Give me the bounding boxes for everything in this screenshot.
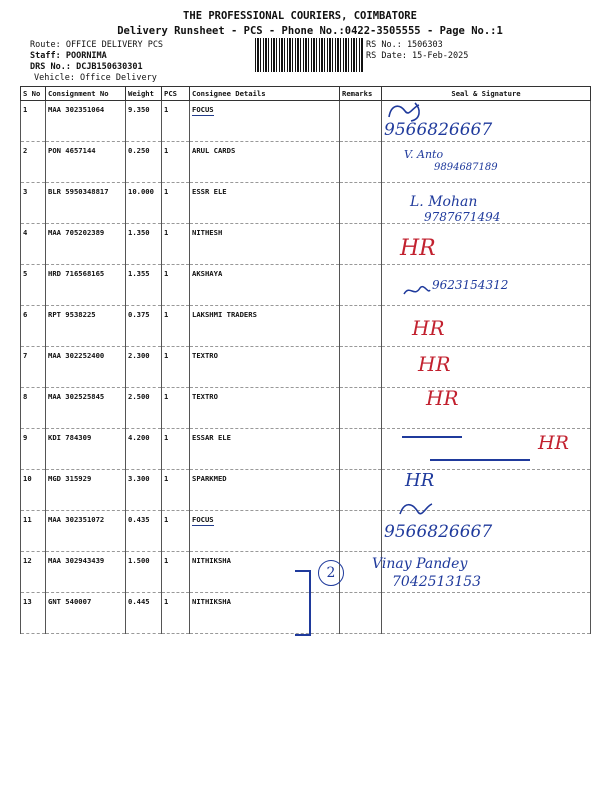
- row-consignee: NITHIKSHA: [190, 552, 340, 593]
- staff-name: POORNIMA: [65, 51, 107, 61]
- signature-phone-2: 9894687189: [434, 162, 498, 173]
- hr-mark-4: HR: [400, 236, 436, 261]
- row-weight: 1.350: [126, 224, 162, 265]
- row-consignment: MGD 315929: [46, 470, 126, 511]
- table-row: [21, 142, 591, 183]
- signature-phone-1: 9566826667: [384, 120, 493, 140]
- row-weight: 0.445: [126, 593, 162, 634]
- row-weight: 4.200: [126, 429, 162, 470]
- table-row: [21, 101, 591, 142]
- row-consignee: SPARKMED: [190, 470, 340, 511]
- row-consignee: TEXTRO: [190, 347, 340, 388]
- row-consignment: HRD 716568165: [46, 265, 126, 306]
- signature-phone-3: 9787671494: [424, 210, 501, 224]
- row-remarks: [340, 306, 382, 347]
- runsheet-subtitle: Delivery Runsheet - PCS - Phone No.:0422-3505555 - Page No.:1: [117, 25, 503, 37]
- row-consignee: AKSHAYA: [190, 265, 340, 306]
- consignee-name: FOCUS: [192, 105, 214, 114]
- row-pcs: 1: [162, 101, 190, 142]
- row-pcs: 1: [162, 511, 190, 552]
- row-pcs: 1: [162, 142, 190, 183]
- table-header-row: [21, 87, 591, 101]
- row-consignee: ESSR ELE: [190, 183, 340, 224]
- col-sno: S No: [21, 87, 46, 101]
- row-consignee: [190, 511, 340, 552]
- col-signature: Seal & Signature: [382, 87, 591, 101]
- rs-number: RS No.: 1506303: [366, 40, 443, 50]
- circled-number: 2: [318, 560, 344, 586]
- signature-phone-6: 9623154312: [432, 278, 509, 292]
- row-pcs: 1: [162, 388, 190, 429]
- staff-row: [30, 51, 107, 61]
- row-consignment: KDI 784309: [46, 429, 126, 470]
- row-pcs: 1: [162, 429, 190, 470]
- row-remarks: [340, 511, 382, 552]
- drs-label: DRS No.:: [30, 62, 71, 72]
- row-consignment: RPT 9538225: [46, 306, 126, 347]
- row-pcs: 1: [162, 470, 190, 511]
- row-remarks: [340, 388, 382, 429]
- row-sno: 13: [21, 593, 46, 634]
- row-pcs: 1: [162, 183, 190, 224]
- bracket-mark: [295, 570, 311, 636]
- col-remarks: Remarks: [340, 87, 382, 101]
- row-consignment: MAA 302351072: [46, 511, 126, 552]
- row-weight: 1.500: [126, 552, 162, 593]
- row-sno: 9: [21, 429, 46, 470]
- signature-name-12: Vinay Pandey: [372, 556, 468, 572]
- row-remarks: [340, 183, 382, 224]
- hr-mark-11: HR: [405, 470, 435, 491]
- signature-name-2: V. Anto: [404, 148, 444, 161]
- row-sno: 6: [21, 306, 46, 347]
- strikeout-line: [402, 436, 462, 438]
- row-consignee: NITHIKSHA: [190, 593, 340, 634]
- row-pcs: 1: [162, 347, 190, 388]
- row-remarks: [340, 470, 382, 511]
- row-consignment: MAA 302525845: [46, 388, 126, 429]
- table-row: [21, 511, 591, 552]
- col-weight: Weight: [126, 87, 162, 101]
- drs-barcode: [255, 38, 363, 72]
- scribble-6: [402, 284, 432, 298]
- table-row: [21, 470, 591, 511]
- signature-phone-11: 9566826667: [384, 522, 493, 542]
- row-consignment: GNT 540007: [46, 593, 126, 634]
- row-weight: 2.500: [126, 388, 162, 429]
- row-weight: 3.300: [126, 470, 162, 511]
- row-sno: 11: [21, 511, 46, 552]
- runsheet-table: [20, 86, 591, 634]
- initials-scribble-11: [396, 500, 436, 520]
- col-consignee: Consignee Details: [190, 87, 340, 101]
- row-signature: [382, 347, 591, 388]
- rs-date: RS Date: 15-Feb-2025: [366, 51, 469, 61]
- table-row: [21, 429, 591, 470]
- signature-phone-12: 7042513153: [392, 574, 482, 590]
- row-sno: 5: [21, 265, 46, 306]
- hr-mark-10: HR: [538, 432, 569, 454]
- staff-label: Staff:: [30, 51, 61, 61]
- row-consignment: BLR 5950348817: [46, 183, 126, 224]
- row-pcs: 1: [162, 552, 190, 593]
- row-remarks: [340, 142, 382, 183]
- row-pcs: 1: [162, 265, 190, 306]
- row-remarks: [340, 224, 382, 265]
- drs-row: [30, 62, 143, 72]
- row-weight: 0.375: [126, 306, 162, 347]
- row-sno: 1: [21, 101, 46, 142]
- row-pcs: 1: [162, 224, 190, 265]
- hr-mark-9: HR: [426, 386, 459, 410]
- row-consignee: NITHESH: [190, 224, 340, 265]
- row-consignment: MAA 302351064: [46, 101, 126, 142]
- row-sno: 10: [21, 470, 46, 511]
- vehicle-label: Vehicle: Office Delivery: [34, 73, 157, 83]
- row-sno: 4: [21, 224, 46, 265]
- drs-number: DCJB150630301: [76, 62, 143, 72]
- row-remarks: [340, 265, 382, 306]
- row-consignment: MAA 302943439: [46, 552, 126, 593]
- row-weight: 0.250: [126, 142, 162, 183]
- table-row: [21, 306, 591, 347]
- strikeout-line: [430, 459, 530, 461]
- row-sno: 8: [21, 388, 46, 429]
- table-row: [21, 183, 591, 224]
- row-weight: 1.355: [126, 265, 162, 306]
- row-remarks: [340, 101, 382, 142]
- hr-mark-7: HR: [412, 316, 445, 340]
- row-consignee: ARUL CARDS: [190, 142, 340, 183]
- row-consignment: MAA 705202389: [46, 224, 126, 265]
- company-title: THE PROFESSIONAL COURIERS, COIMBATORE: [183, 10, 417, 22]
- row-consignee: LAKSHMI TRADERS: [190, 306, 340, 347]
- row-consignee: [190, 101, 340, 142]
- row-weight: 9.350: [126, 101, 162, 142]
- row-pcs: 1: [162, 306, 190, 347]
- col-pcs: PCS: [162, 87, 190, 101]
- row-remarks: [340, 593, 382, 634]
- route-label: Route: OFFICE DELIVERY PCS: [30, 40, 164, 50]
- row-signature: [382, 593, 591, 634]
- row-signature: [382, 388, 591, 429]
- row-sno: 2: [21, 142, 46, 183]
- hr-mark-8: HR: [418, 352, 451, 376]
- row-weight: 10.000: [126, 183, 162, 224]
- row-consignee: ESSAR ELE: [190, 429, 340, 470]
- table-row: [21, 224, 591, 265]
- consignee-name: FOCUS: [192, 515, 214, 524]
- row-sno: 12: [21, 552, 46, 593]
- row-consignee: TEXTRO: [190, 388, 340, 429]
- row-consignment: MAA 302252400: [46, 347, 126, 388]
- row-remarks: [340, 347, 382, 388]
- table-row: [21, 388, 591, 429]
- row-pcs: 1: [162, 593, 190, 634]
- row-remarks: [340, 429, 382, 470]
- row-weight: 2.300: [126, 347, 162, 388]
- col-consignment: Consignment No: [46, 87, 126, 101]
- table-row: [21, 347, 591, 388]
- row-sno: 7: [21, 347, 46, 388]
- row-consignment: PON 4657144: [46, 142, 126, 183]
- row-sno: 3: [21, 183, 46, 224]
- row-weight: 0.435: [126, 511, 162, 552]
- signature-name-3: L. Mohan: [410, 194, 478, 210]
